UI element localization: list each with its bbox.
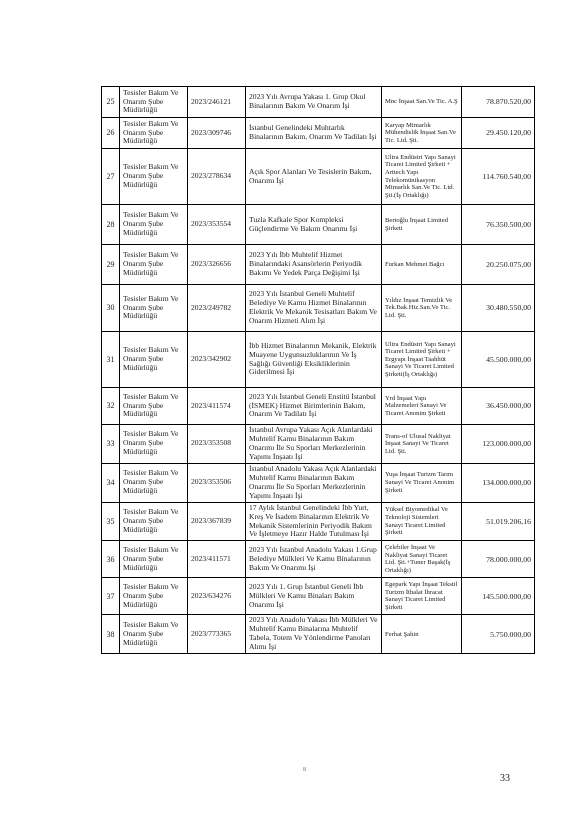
unit-name: Tesisler Bakım Ve Onarım Şube Müdürlüğü bbox=[120, 463, 188, 502]
tender-reference: 2023/353506 bbox=[188, 463, 246, 502]
row-number: 26 bbox=[102, 118, 120, 149]
contractor-company: Trans-of Ulusal Nakliyat İnşaat Sanayi Ve Ticaret Ltd. Şti. bbox=[382, 425, 462, 464]
unit-name: Tesisler Bakım Ve Onarım Şube Müdürlüğü bbox=[120, 541, 188, 578]
contractor-company: Yüksel Biyomedikal Ve Teknoloji Sistemleri Sanayi Ticaret Limited Şirketi bbox=[382, 502, 462, 541]
table-row bbox=[102, 205, 535, 245]
work-description: 2023 Yılı Avrupa Yakası 1. Grup Okul Binalarının Bakım Ve Onarım İşi bbox=[246, 87, 382, 118]
row-number: 32 bbox=[102, 388, 120, 425]
work-description: 2023 Yılı İstanbul Geneli Muhtelif Belediye Ve Kamu Hizmet Binalarının Elektrik Ve Mekanik Tesisatları Bakım Ve Onarım Hizmeti Alım İşi bbox=[246, 285, 382, 332]
table-row bbox=[102, 463, 535, 502]
unit-name: Tesisler Bakım Ve Onarım Şube Müdürlüğü bbox=[120, 285, 188, 332]
unit-name: Tesisler Bakım Ve Onarım Şube Müdürlüğü bbox=[120, 332, 188, 388]
table-row bbox=[102, 502, 535, 541]
row-number: 36 bbox=[102, 541, 120, 578]
contract-amount: 45.500.000,00 bbox=[462, 332, 535, 388]
tender-reference: 2023/353554 bbox=[188, 205, 246, 245]
work-description: 17 Aylık İstanbul Genelindeki İbb Yurt, Kreş Ve İsadem Binalarının Elektrik Ve Mekanik Sistemlerinin Periyodik Bakım Ve İşletmeye Hazır Halde Tutulması İşi bbox=[246, 502, 382, 541]
table-row bbox=[102, 578, 535, 615]
tender-reference: 2023/278634 bbox=[188, 149, 246, 205]
tender-table-body bbox=[102, 87, 535, 654]
unit-name: Tesisler Bakım Ve Onarım Şube Müdürlüğü bbox=[120, 118, 188, 149]
row-number: 28 bbox=[102, 205, 120, 245]
unit-name: Tesisler Bakım Ve Onarım Şube Müdürlüğü bbox=[120, 87, 188, 118]
table-row bbox=[102, 87, 535, 118]
row-number: 34 bbox=[102, 463, 120, 502]
table-row bbox=[102, 245, 535, 285]
row-number: 37 bbox=[102, 578, 120, 615]
tender-reference: 2023/367839 bbox=[188, 502, 246, 541]
table-row bbox=[102, 285, 535, 332]
contract-amount: 123.000.000,00 bbox=[462, 425, 535, 464]
row-number: 27 bbox=[102, 149, 120, 205]
contract-amount: 29.450.120,00 bbox=[462, 118, 535, 149]
work-description: Açık Spor Alanları Ve Tesislerin Bakım, Onarımı İşi bbox=[246, 149, 382, 205]
unit-name: Tesisler Bakım Ve Onarım Şube Müdürlüğü bbox=[120, 205, 188, 245]
contractor-company: Çelebiler İnşaat Ve Nakliyat Sanayi Ticaret Ltd. Şti.+Tuner Başak(İş Ortaklığı) bbox=[382, 541, 462, 578]
table-row bbox=[102, 615, 535, 654]
unit-name: Tesisler Bakım Ve Onarım Şube Müdürlüğü bbox=[120, 502, 188, 541]
page-number: 33 bbox=[500, 773, 510, 784]
row-number: 38 bbox=[102, 615, 120, 654]
table-row bbox=[102, 118, 535, 149]
row-number: 31 bbox=[102, 332, 120, 388]
contractor-company: Egepark Yapı İnşaat Tekstil Turizm İthalat İhracat Sanayi Ticaret Limited Şirketi bbox=[382, 578, 462, 615]
work-description: 2023 Yılı İstanbul Anadolu Yakası 1.Grup Belediye Mülkleri Ve Kamu Binalarının Bakım Ve Onarımı İşi bbox=[246, 541, 382, 578]
unit-name: Tesisler Bakım Ve Onarım Şube Müdürlüğü bbox=[120, 245, 188, 285]
tender-reference: 2023/353508 bbox=[188, 425, 246, 464]
row-number: 25 bbox=[102, 87, 120, 118]
contract-amount: 30.480.550,00 bbox=[462, 285, 535, 332]
contract-amount: 51.019.206,16 bbox=[462, 502, 535, 541]
unit-name: Tesisler Bakım Ve Onarım Şube Müdürlüğü bbox=[120, 578, 188, 615]
table-row bbox=[102, 425, 535, 464]
contractor-company: Furkan Mehmet Bağcı bbox=[382, 245, 462, 285]
contractor-company: Ferhat Şahin bbox=[382, 615, 462, 654]
tender-table bbox=[101, 86, 535, 654]
tender-reference: 2023/411574 bbox=[188, 388, 246, 425]
table-row bbox=[102, 332, 535, 388]
contractor-company: Karyap Mimarlık Mühendislik İnşaat San.Ve Tic. Ltd. Şti. bbox=[382, 118, 462, 149]
work-description: İbb Hizmet Binalarının Mekanik, Elektrik Muayene Uygunsuzluklarının Ve İş Sağlığı Güvenliği Eksikliklerinin Giderilmesi İşi bbox=[246, 332, 382, 388]
tender-reference: 2023/411571 bbox=[188, 541, 246, 578]
contract-amount: 78.870.520,00 bbox=[462, 87, 535, 118]
tender-reference: 2023/773365 bbox=[188, 615, 246, 654]
contract-amount: 20.250.075,00 bbox=[462, 245, 535, 285]
table-row bbox=[102, 149, 535, 205]
contract-amount: 36.450.000,00 bbox=[462, 388, 535, 425]
unit-name: Tesisler Bakım Ve Onarım Şube Müdürlüğü bbox=[120, 425, 188, 464]
contractor-company: Yrd İnşaat Yapı Malzemeleri Sanayi Ve Ticaret Anonim Şirketi bbox=[382, 388, 462, 425]
contract-amount: 114.760.540,00 bbox=[462, 149, 535, 205]
tender-reference: 2023/342902 bbox=[188, 332, 246, 388]
work-description: 2023 Yılı İstanbul Geneli Enstitü İstanbul (İSMEK) Hizmet Birimlerinin Bakım, Onarım Ve Tadilatı İşi bbox=[246, 388, 382, 425]
contractor-company: Mnc İnşaat San.Ve Tic. A.Ş bbox=[382, 87, 462, 118]
row-number: 30 bbox=[102, 285, 120, 332]
row-number: 29 bbox=[102, 245, 120, 285]
unit-name: Tesisler Bakım Ve Onarım Şube Müdürlüğü bbox=[120, 615, 188, 654]
contractor-company: Ultra Endüstri Yapı Sanayi Ticaret Limited Şirketi + Ergyapı İnşaat Taahhüt Sanayi Ve Ticaret Limited Şirketi(İş Ortaklığı) bbox=[382, 332, 462, 388]
work-description: Tuzla Kafkale Spor Kompleksi Güçlendirme Ve Bakım Onarımı İşi bbox=[246, 205, 382, 245]
unit-name: Tesisler Bakım Ve Onarım Şube Müdürlüğü bbox=[120, 149, 188, 205]
contractor-company: Ultra Endüstri Yapı Sanayi Ticaret Limited Şirketi + Arttech Yapı Telekomünikasyon Mimarlık San.Ve Tic. Ltd. Şti.(İş Ortaklığı) bbox=[382, 149, 462, 205]
work-description: İstanbul Avrupa Yakası Açık Alanlardaki Muhtelif Kamu Binalarının Bakım Onarımı İle Su Sporları Merkezlerinin Yapımı İnşaatı İşi bbox=[246, 425, 382, 464]
work-description: İstanbul Anadolu Yakası Açık Alanlardaki Muhtelif Kamu Binalarının Bakım Onarımı İle Su Sporları Merkezlerinin Yapımı İnşaatı İşi bbox=[246, 463, 382, 502]
contractor-company: Yıldız İnşaat Temizlik Ve Tek.Bak.Hiz.San.Ve Tic. Ltd. Şti. bbox=[382, 285, 462, 332]
row-number: 35 bbox=[102, 502, 120, 541]
contract-amount: 134.000.000,00 bbox=[462, 463, 535, 502]
inner-page-mark: 8 bbox=[303, 767, 306, 773]
contract-amount: 76.350.500,00 bbox=[462, 205, 535, 245]
work-description: 2023 Yılı 1. Grup İstanbul Geneli İbb Mülkleri Ve Kamu Binaları Bakım Onarımı İşi bbox=[246, 578, 382, 615]
work-description: İstanbul Genelindeki Muhtarlık Binalarının Bakım, Onarım Ve Tadilatı İşi bbox=[246, 118, 382, 149]
contract-amount: 145.500.000,00 bbox=[462, 578, 535, 615]
row-number: 33 bbox=[102, 425, 120, 464]
contractor-company: Bertoğlu İnşaat Limited Şirketi bbox=[382, 205, 462, 245]
work-description: 2023 Yılı Anadolu Yakası İbb Mülkleri Ve Muhtelif Kamu Binalarına Muhtelif Tabela, Totem Ve Yönlendirme Panoları Alımı İşi bbox=[246, 615, 382, 654]
tender-reference: 2023/249782 bbox=[188, 285, 246, 332]
tender-reference: 2023/634276 bbox=[188, 578, 246, 615]
work-description: 2023 Yılı İbb Muhtelif Hizmet Binalarındaki Asansörlerin Periyodik Bakımı Ve Yedek Parça Değişimi İşi bbox=[246, 245, 382, 285]
unit-name: Tesisler Bakım Ve Onarım Şube Müdürlüğü bbox=[120, 388, 188, 425]
tender-reference: 2023/246121 bbox=[188, 87, 246, 118]
tender-reference: 2023/326656 bbox=[188, 245, 246, 285]
table-row bbox=[102, 388, 535, 425]
tender-reference: 2023/309746 bbox=[188, 118, 246, 149]
contractor-company: Yuşa İnşaat Turizm Tarım Sanayi Ve Ticaret Anonim Şirketi bbox=[382, 463, 462, 502]
table-row bbox=[102, 541, 535, 578]
contract-amount: 78.000.000,00 bbox=[462, 541, 535, 578]
contract-amount: 5.750.000,00 bbox=[462, 615, 535, 654]
